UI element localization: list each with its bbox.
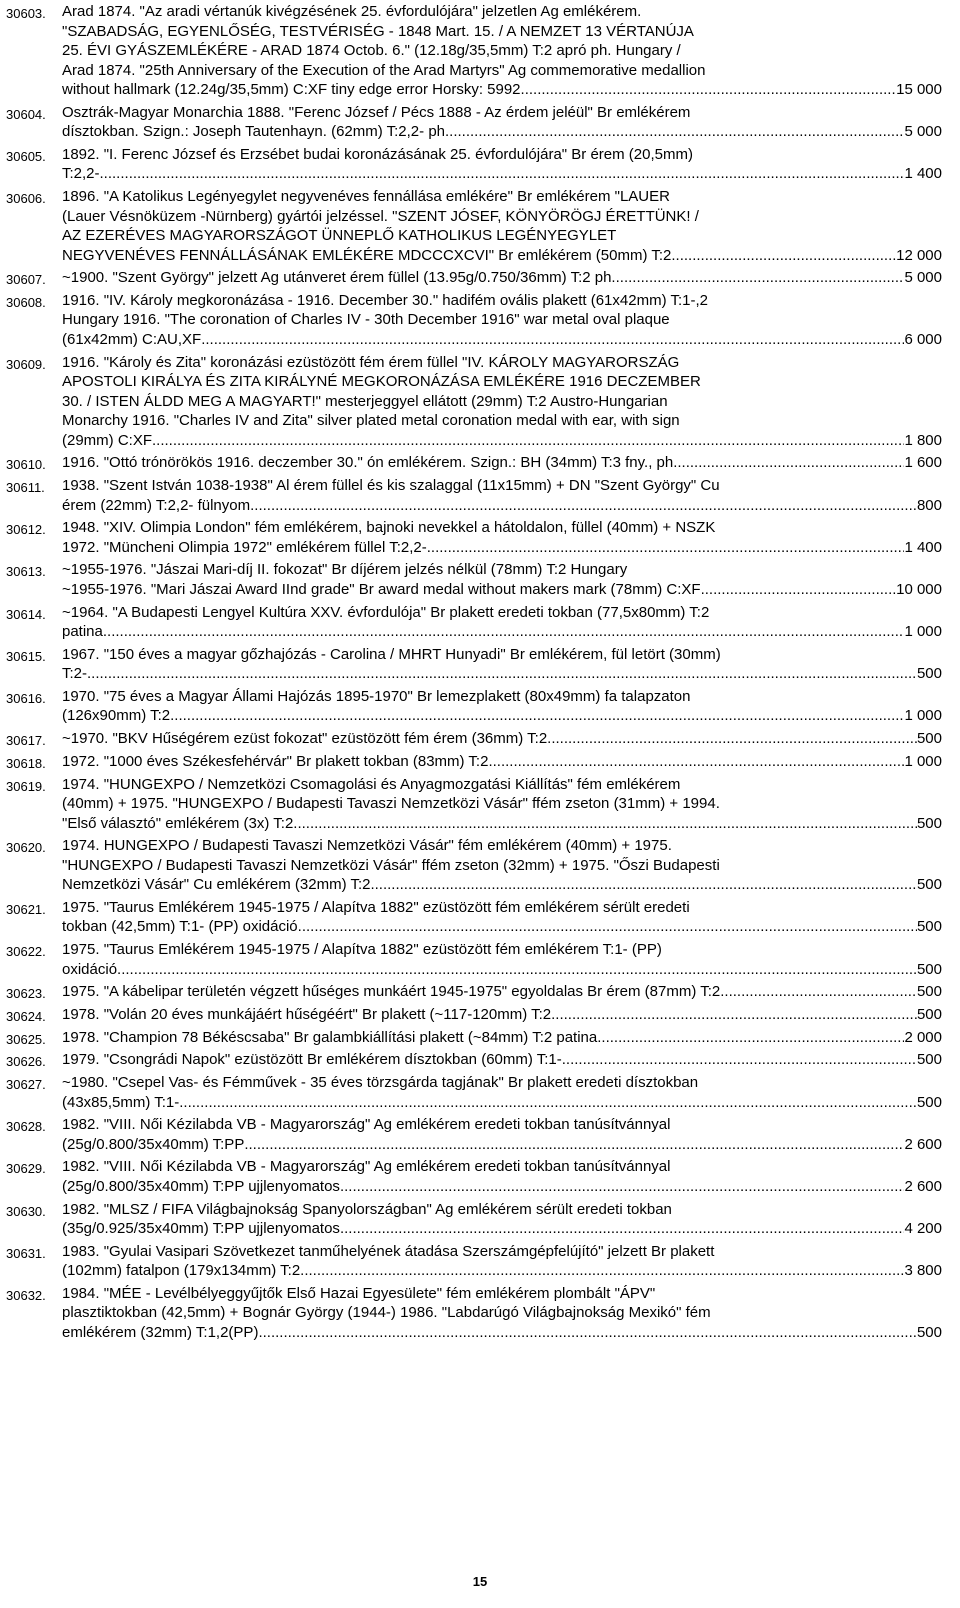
lot-text-line	[62, 1303, 942, 1323]
lot-entry	[6, 729, 942, 749]
lot-price-line	[62, 664, 942, 684]
lot-number: 30616.	[6, 690, 46, 706]
lot-price-line	[62, 164, 942, 184]
lot-number: 30619.	[6, 778, 46, 794]
lot-price-line	[62, 960, 942, 980]
dot-leader	[525, 80, 896, 100]
lot-text: oxidáció	[62, 960, 118, 978]
lot-entry	[6, 687, 942, 726]
lot-text: (102mm) fatalpon (179x134mm) T:2	[62, 1262, 301, 1280]
lot-text: ~1970. "BKV Hűségérem ezüst fokozat" ezüstözött fém érem (36mm) T:2	[62, 730, 548, 748]
dot-leader	[562, 1050, 917, 1070]
lot-description	[62, 476, 942, 515]
lot-entry	[6, 1005, 942, 1025]
lot-text: 1916. "IV. Károly megkoronázása - 1916. December 30." hadifém ovális plakett (61x42mm) T:1-,2	[62, 291, 708, 309]
lot-price: 500	[916, 1051, 942, 1069]
lot-text: tokban (42,5mm) T:1- (PP) oxidáció	[62, 918, 298, 936]
lot-price-line	[62, 875, 942, 895]
lot-description	[62, 1005, 942, 1025]
lot-text: Osztrák-Magyar Monarchia 1888. "Ferenc József / Pécs 1888 - Az érdem jeléül" Br emlékérem	[62, 103, 691, 121]
lot-text-line	[62, 207, 942, 227]
lot-text: Hungary 1916. "The coronation of Charles IV - 30th December 1916" war metal oval plaque	[62, 311, 670, 329]
lot-text-line	[62, 61, 942, 81]
lot-price: 6 000	[904, 330, 942, 348]
lot-number: 30605.	[6, 148, 46, 164]
lot-description	[62, 982, 942, 1002]
lot-price-line	[62, 580, 942, 600]
lot-text-line	[62, 1284, 942, 1304]
lot-description	[62, 752, 942, 772]
lot-text-line	[62, 22, 942, 42]
lot-number: 30618.	[6, 755, 46, 771]
lot-number: 30631.	[6, 1245, 46, 1261]
lot-text: (25g/0.800/35x40mm) T:PP	[62, 1135, 245, 1153]
lot-number: 30622.	[6, 944, 46, 960]
lot-number: 30627.	[6, 1077, 46, 1092]
dot-leader	[551, 1005, 917, 1025]
lot-text-line	[62, 372, 942, 392]
lot-price-line	[62, 814, 942, 834]
lot-text: Nemzetközi Vásár" Cu emlékérem (32mm) T:2	[62, 876, 371, 894]
lot-entry	[6, 353, 942, 451]
lot-price: 2 600	[904, 1135, 942, 1153]
lot-text-line	[62, 187, 942, 207]
dot-leader	[87, 664, 917, 684]
lot-text: 25. ÉVI GYÁSZEMLÉKÉRE - ARAD 1874 Octob. 6." (12.18g/35,5mm) T:2 apró ph. Hungary /	[62, 42, 681, 59]
lot-price-line	[62, 917, 942, 937]
lot-text-line	[62, 476, 942, 496]
dot-leader	[616, 268, 905, 288]
lot-entry	[6, 1028, 942, 1048]
lot-text: (Lauer Vésnöküzem -Nürnberg) gyártói jelzéssel. "SZENT JÓSEF, KÖNYÖRÖGJ ÉRETTÜNK! /	[62, 207, 699, 225]
lot-text: (35g/0.925/35x40mm) T:PP ujjlenyomatos	[62, 1220, 340, 1238]
lot-text: 1972. "Müncheni Olimpia 1972" emlékérem füllel T:2,2-	[62, 538, 427, 556]
dot-leader	[547, 729, 917, 749]
lot-text: 1970. "75 éves a Magyar Állami Hajózás 1895-1970" Br lemezplakett (80x49mm) fa talapzaton	[62, 687, 691, 705]
dot-leader	[152, 431, 904, 451]
lot-text-line	[62, 291, 942, 311]
lot-description	[62, 1073, 942, 1112]
lot-price: 500	[916, 876, 942, 894]
lot-description	[62, 898, 942, 937]
lot-description	[62, 103, 942, 142]
lot-number: 30628.	[6, 1119, 46, 1135]
lot-text-line	[62, 41, 942, 61]
lot-text-line	[62, 1115, 942, 1135]
lot-text: érem (22mm) T:2,2- fülnyom	[62, 496, 251, 514]
lot-description	[62, 1284, 942, 1343]
dot-leader	[427, 538, 905, 558]
lot-description	[62, 603, 942, 642]
lot-number: 30630.	[6, 1203, 46, 1219]
dot-leader	[244, 1135, 904, 1155]
lot-text-line	[62, 1200, 942, 1220]
lot-text: "HUNGEXPO / Budapesti Tavaszi Nemzetközi Vásár" ffém zseton (32mm) + 1975. "Őszi Budapesti	[62, 856, 720, 874]
lot-description	[62, 1050, 942, 1070]
lot-price-line	[62, 982, 942, 1002]
dot-leader	[340, 1177, 905, 1197]
lot-entry	[6, 752, 942, 772]
lot-text-line	[62, 2, 942, 22]
lot-text: APOSTOLI KIRÁLYA ÉS ZITA KIRÁLYNÉ MEGKORONÁZÁSA EMLÉKÉRE 1916 DECZEMBER	[62, 373, 701, 391]
lot-number: 30606.	[6, 191, 46, 207]
lot-number: 30609.	[6, 356, 46, 372]
lot-price: 500	[916, 918, 942, 936]
lot-price-line	[62, 122, 942, 142]
lot-entry	[6, 291, 942, 350]
lot-price-line	[62, 268, 942, 288]
lot-text: (25g/0.800/35x40mm) T:PP ujjlenyomatos	[62, 1177, 340, 1195]
lot-text-line	[62, 645, 942, 665]
lot-text: 30. / ISTEN ÁLDD MEG A MAGYART!" mesterjeggyel ellátott (29mm) T:2 Austro-Hungarian	[62, 392, 668, 410]
lot-text: AZ EZERÉVES MAGYARORSZÁGOT ÜNNEPLŐ KATHOLIKUS LEGÉNYEGYLET	[62, 227, 617, 245]
lot-number: 30615.	[6, 648, 46, 664]
lot-text: 1978. "Volán 20 éves munkájáért hűségéért" Br plakett (~117-120mm) T:2	[62, 1005, 552, 1023]
lot-number: 30611.	[6, 480, 45, 495]
lot-description	[62, 1157, 942, 1196]
lot-price: 3 800	[904, 1262, 942, 1280]
lot-text: "SZABADSÁG, EGYENLŐSÉG, TESTVÉRISÉG - 1848 Mart. 15. / A NEMZET 13 VÉRTANÚJA	[62, 22, 694, 40]
lot-text: 1975. "Taurus Emlékérem 1945-1975 / Alapítva 1882" ezüstözött fém emlékérem sérült eredeti	[62, 898, 690, 916]
lot-text: 1892. "I. Ferenc József és Erzsébet budai koronázásának 25. évfordulójára" Br érem (20,5mm)	[62, 145, 693, 163]
page-number: 15	[472, 1574, 488, 1589]
lot-description	[62, 353, 942, 451]
lot-text: (61x42mm) C:AU,XF	[62, 330, 202, 348]
lot-text: ~1964. "A Budapesti Lengyel Kultúra XXV. évfordulója" Br plakett eredeti tokban (77,5x80mm) T:2	[62, 603, 710, 621]
lot-text-line	[62, 518, 942, 538]
lot-text: 1982. "MLSZ / FIFA Világbajnokság Spanyolországban" Ag emlékérem sérült eredeti tokban	[62, 1200, 672, 1218]
lot-text: 1972. "1000 éves Székesfehérvár" Br plakett tokban (83mm) T:2	[62, 752, 489, 770]
lot-number: 30623.	[6, 986, 46, 1002]
lot-text: 1975. "A kábelipar területén végzett hűséges munkáért 1945-1975" egyoldalas Br érem (87mm) T:2	[62, 983, 721, 1001]
lot-price-line	[62, 1219, 942, 1239]
lot-description	[62, 775, 942, 834]
lot-price: 500	[916, 730, 942, 748]
lot-description	[62, 1200, 942, 1239]
lot-price: 500	[916, 983, 942, 1001]
lot-text: plasztiktokban (42,5mm) + Bognár György (1944-) 1986. "Labdarúgó Világbajnokság Mexikó" fém	[62, 1304, 711, 1322]
lot-price-line	[62, 246, 942, 266]
lot-text: ~1955-1976. "Mari Jászai Award IInd grade" Br award medal without makers mark (78mm) C:XF	[62, 580, 701, 598]
lot-description	[62, 2, 942, 100]
dot-leader	[201, 330, 904, 350]
lot-text: 1983. "Gyulai Vasipari Szövetkezet tanműhelyének átadása Szerszámgépfelújító" jelzett Br plakett	[62, 1242, 715, 1260]
lot-number: 30608.	[6, 294, 46, 310]
dot-leader	[449, 122, 904, 142]
lot-text: (40mm) + 1975. "HUNGEXPO / Budapesti Tavaszi Nemzetközi Vásár" ffém zseton (31mm) + 1994.	[62, 795, 720, 812]
lot-entry	[6, 1073, 942, 1112]
lot-text: emlékérem (32mm) T:1,2(PP)	[62, 1323, 259, 1341]
lot-number: 30632.	[6, 1287, 46, 1303]
lot-number: 30629.	[6, 1161, 46, 1177]
lot-text: 1982. "VIII. Női Kézilabda VB - Magyarország" Ag emlékérem eredeti tokban tanúsítvánnyal	[62, 1158, 671, 1176]
lot-text: 1948. "XIV. Olimpia London" fém emlékérem, bajnoki nevekkel a hátoldalon, füllel (40mm) + NSZK	[62, 519, 716, 537]
lot-entry	[6, 603, 942, 642]
lot-number: 30603.	[6, 6, 46, 21]
lot-description	[62, 940, 942, 979]
lot-price: 15 000	[896, 81, 942, 98]
lot-price: 1 600	[904, 454, 942, 472]
lot-entry	[6, 836, 942, 895]
lot-price: 500	[916, 1323, 942, 1341]
lot-text-line	[62, 310, 942, 330]
lot-description	[62, 836, 942, 895]
lot-text: without hallmark (12.24g/35,5mm) C:XF tiny edge error Horsky: 5992.	[62, 81, 525, 98]
lot-text: 1916. "Károly és Zita" koronázási ezüstözött fém érem füllel "IV. KÁROLY MAGYARORSZÁG	[62, 353, 680, 371]
lot-text: 1916. "Ottó trónörökös 1916. deczember 30." ón emlékérem. Szign.: BH (34mm) T:3 fny., ph.	[62, 454, 678, 472]
lot-description	[62, 268, 942, 288]
lot-price: 800	[916, 496, 942, 514]
lot-description	[62, 291, 942, 350]
lot-description	[62, 145, 942, 184]
lot-list	[6, 2, 942, 1346]
lot-entry	[6, 1242, 942, 1281]
lot-description	[62, 187, 942, 265]
lot-description	[62, 1242, 942, 1281]
lot-price-line	[62, 622, 942, 642]
lot-entry	[6, 145, 942, 184]
dot-leader	[597, 1028, 904, 1048]
lot-number: 30620.	[6, 840, 46, 856]
lot-text-line	[62, 603, 942, 623]
lot-text: 1896. "A Katolikus Legényegylet negyvenéves fennállása emlékére" Br emlékérem "LAUER	[62, 188, 670, 206]
lot-price-line	[62, 1028, 942, 1048]
lot-number: 30613.	[6, 564, 46, 580]
lot-text: 1984. "MÉE - Levélbélyeggyűjtők Első Hazai Egyesülete" fém emlékérem plombált "ÁPV"	[62, 1284, 656, 1302]
lot-text: 1974. HUNGEXPO / Budapesti Tavaszi Nemzetközi Vásár" fém emlékérem (40mm) + 1975.	[62, 837, 672, 855]
lot-text-line	[62, 836, 942, 856]
lot-text-line	[62, 560, 942, 580]
lot-price: 12 000	[896, 246, 942, 264]
lot-text-line	[62, 1157, 942, 1177]
lot-number: 30624.	[6, 1008, 46, 1024]
lot-description	[62, 1115, 942, 1154]
lot-text: (29mm) C:XF	[62, 431, 152, 449]
lot-number: 30612.	[6, 522, 46, 538]
lot-price: 1 400	[904, 538, 942, 556]
lot-price: 10 000	[896, 580, 942, 598]
lot-price-line	[62, 330, 942, 350]
lot-entry	[6, 940, 942, 979]
lot-price-line	[62, 1093, 942, 1113]
lot-price: 500	[916, 814, 942, 832]
dot-leader	[701, 580, 897, 600]
lot-price: 4 200	[904, 1220, 942, 1238]
lot-text: Arad 1874. "25th Anniversary of the Execution of the Arad Martyrs" Ag commemorative medallion	[62, 61, 706, 79]
lot-text: "Első választó" emlékérem (3x) T:2	[62, 814, 294, 832]
lot-number: 30610.	[6, 457, 46, 473]
lot-number: 30604.	[6, 106, 46, 122]
lot-text-line	[62, 1242, 942, 1262]
lot-text: NEGYVENÉVES FENNÁLLÁSÁNAK EMLÉKÉRE MDCCCXCVI" Br emlékérem (50mm) T:2	[62, 246, 672, 264]
lot-text: 1979. "Csongrádi Napok" ezüstözött Br emlékérem dísztokban (60mm) T:1-	[62, 1051, 562, 1069]
lot-text-line	[62, 226, 942, 246]
lot-description	[62, 645, 942, 684]
lot-price-line	[62, 496, 942, 516]
lot-description	[62, 729, 942, 749]
lot-entry	[6, 1284, 942, 1343]
lot-text-line	[62, 775, 942, 795]
lot-price: 1 000	[904, 752, 942, 770]
lot-entry	[6, 1157, 942, 1196]
lot-price-line	[62, 1050, 942, 1070]
dot-leader	[677, 453, 904, 473]
lot-text-line	[62, 392, 942, 412]
lot-price-line	[62, 1323, 942, 1343]
lot-text: 1978. "Champion 78 Békéscsaba" Br galambkiállítási plakett (~84mm) T:2 patina	[62, 1028, 598, 1046]
lot-price: 500	[916, 1005, 942, 1023]
lot-price: 500	[916, 1093, 942, 1111]
lot-description	[62, 1028, 942, 1048]
lot-price-line	[62, 1135, 942, 1155]
dot-leader	[720, 982, 917, 1002]
lot-number: 30625.	[6, 1031, 46, 1047]
lot-price-line	[62, 538, 942, 558]
lot-text: T:2,2-	[62, 165, 100, 183]
lot-entry	[6, 268, 942, 288]
dot-leader	[100, 164, 905, 184]
lot-entry	[6, 775, 942, 834]
lot-price: 5 000	[904, 269, 942, 287]
lot-entry	[6, 1115, 942, 1154]
lot-text: ~1955-1976. "Jászai Mari-díj II. fokozat" Br díjérem jelzés nélkül (78mm) T:2 Hungary	[62, 561, 628, 579]
lot-number: 30607.	[6, 272, 46, 288]
lot-text: 1982. "VIII. Női Kézilabda VB - Magyarország" Ag emlékérem eredeti tokban tanúsítvánnyal	[62, 1116, 671, 1134]
lot-text-line	[62, 940, 942, 960]
lot-text: ~1900. "Szent György" jelzett Ag utánveret érem füllel (13.95g/0.750/36mm) T:2 ph.	[62, 269, 616, 287]
lot-number: 30614.	[6, 606, 46, 622]
lot-entry	[6, 645, 942, 684]
lot-description	[62, 453, 942, 473]
lot-price-line	[62, 752, 942, 772]
lot-price: 2 000	[904, 1028, 942, 1046]
lot-price: 1 000	[904, 623, 942, 641]
lot-price: 1 400	[904, 165, 942, 183]
lot-text: dísztokban. Szign.: Joseph Tautenhayn. (62mm) T:2,2- ph.	[62, 123, 450, 141]
dot-leader	[170, 706, 904, 726]
lot-number: 30621.	[6, 901, 46, 917]
lot-text-line	[62, 103, 942, 123]
lot-text-line	[62, 353, 942, 373]
dot-leader	[370, 875, 917, 895]
dot-leader	[179, 1093, 917, 1113]
lot-text: 1974. "HUNGEXPO / Nemzetközi Csomagolási és Anyagmozgatási Kiállítás" fém emlékérem	[62, 775, 681, 793]
lot-description	[62, 687, 942, 726]
dot-leader	[250, 496, 917, 516]
lot-text: (126x90mm) T:2	[62, 707, 171, 725]
lot-text: ~1980. "Csepel Vas- és Fémművek - 35 éves törzsgárda tagjának" Br plakett eredeti dísztokban	[62, 1074, 699, 1091]
lot-text: Monarchy 1916. "Charles IV and Zita" silver plated metal coronation medal with ear, with sign	[62, 412, 680, 430]
lot-entry	[6, 1050, 942, 1070]
lot-text: (43x85,5mm) T:1-	[62, 1093, 180, 1111]
dot-leader	[300, 1261, 904, 1281]
lot-price: 500	[916, 665, 942, 683]
lot-text: T:2-	[62, 665, 88, 683]
lot-price: 2 600	[904, 1177, 942, 1195]
lot-number: 30617.	[6, 733, 46, 749]
lot-entry	[6, 453, 942, 473]
lot-entry	[6, 2, 942, 100]
lot-text-line	[62, 794, 942, 814]
lot-text: 1967. "150 éves a magyar gőzhajózás - Carolina / MHRT Hunyadi" Br emlékérem, fül letört (30mm)	[62, 645, 721, 663]
lot-entry	[6, 1200, 942, 1239]
lot-entry	[6, 898, 942, 937]
dot-leader	[340, 1219, 905, 1239]
dot-leader	[671, 246, 896, 266]
lot-price: 1 800	[904, 431, 942, 449]
lot-price-line	[62, 1177, 942, 1197]
lot-text-line	[62, 1073, 942, 1093]
lot-price-line	[62, 1005, 942, 1025]
dot-leader	[488, 752, 904, 772]
lot-price: 5 000	[904, 123, 942, 141]
lot-price-line	[62, 431, 942, 451]
lot-entry	[6, 560, 942, 599]
lot-price-line	[62, 80, 942, 100]
lot-text: 1975. "Taurus Emlékérem 1945-1975 / Alapítva 1882" ezüstözött fém emlékérem T:1- (PP)	[62, 941, 662, 959]
lot-price-line	[62, 1261, 942, 1281]
lot-price-line	[62, 706, 942, 726]
lot-entry	[6, 476, 942, 515]
dot-leader	[117, 960, 917, 980]
lot-text: patina	[62, 623, 103, 641]
lot-entry	[6, 103, 942, 142]
dot-leader	[293, 814, 917, 834]
dot-leader	[103, 622, 905, 642]
lot-entry	[6, 518, 942, 557]
dot-leader	[298, 917, 917, 937]
lot-text-line	[62, 687, 942, 707]
lot-description	[62, 518, 942, 557]
lot-text-line	[62, 856, 942, 876]
lot-entry	[6, 187, 942, 265]
lot-text: Arad 1874. "Az aradi vértanúk kivégzésének 25. évfordulójára" jelzetlen Ag emlékérem.	[62, 3, 642, 20]
dot-leader	[258, 1323, 917, 1343]
lot-description	[62, 560, 942, 599]
lot-price: 1 000	[904, 707, 942, 725]
lot-price-line	[62, 453, 942, 473]
lot-text-line	[62, 411, 942, 431]
lot-entry	[6, 982, 942, 1002]
lot-text-line	[62, 898, 942, 918]
lot-price-line	[62, 729, 942, 749]
lot-text: 1938. "Szent István 1038-1938" Al érem füllel és kis szalaggal (11x15mm) + DN "Szent György" Cu	[62, 477, 720, 494]
lot-price: 500	[916, 960, 942, 978]
lot-number: 30626.	[6, 1054, 46, 1070]
lot-text-line	[62, 145, 942, 165]
